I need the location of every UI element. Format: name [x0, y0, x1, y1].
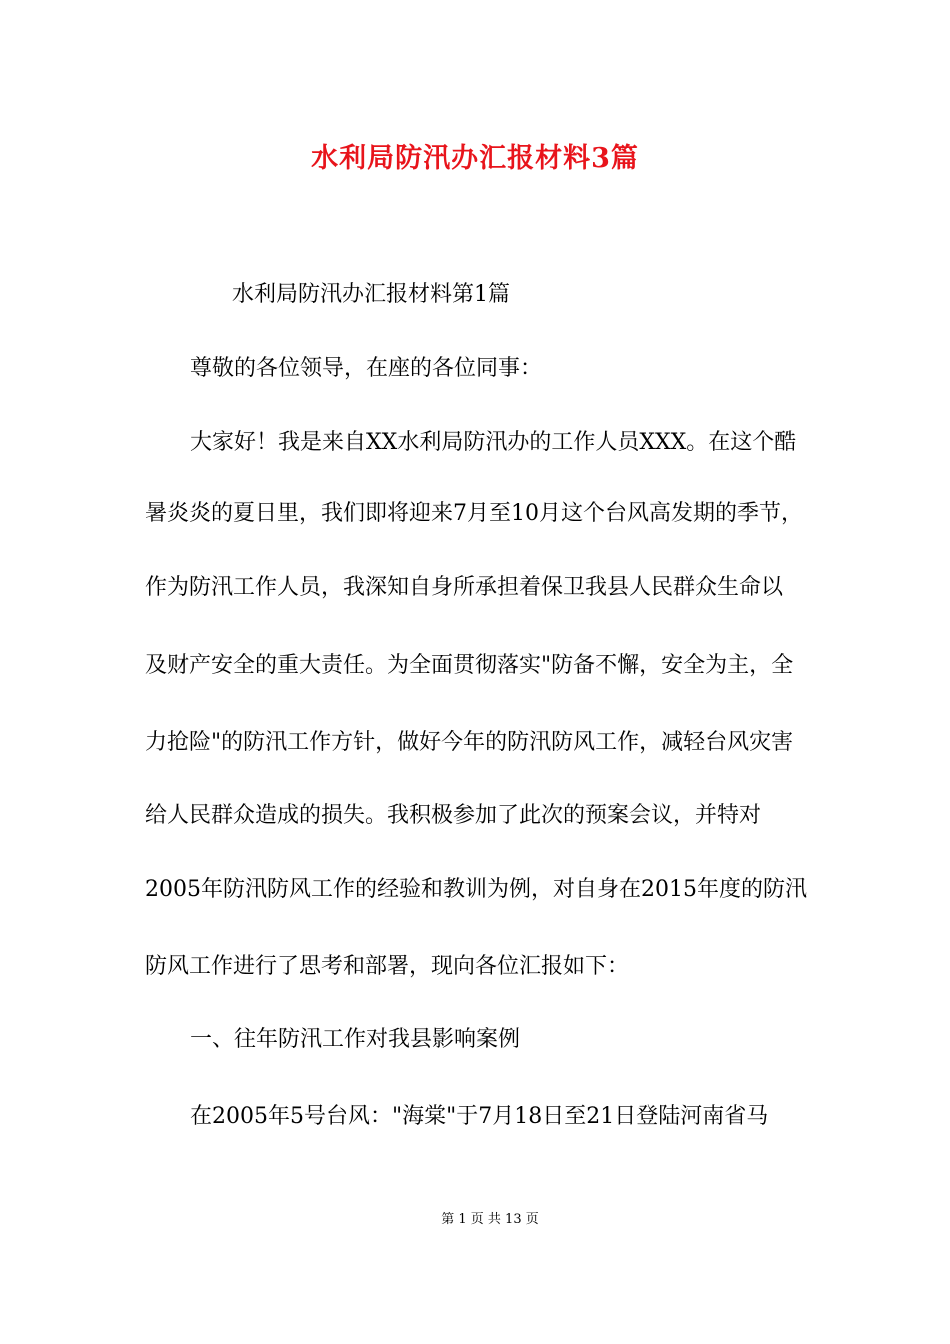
document-title: 水利局防汛办汇报材料3篇: [311, 143, 639, 174]
body-line-6: 给人民群众造成的损失。我积极参加了此次的预案会议，并特对: [145, 803, 762, 828]
body-line-5: 力抢险"的防汛工作方针，做好今年的防汛防风工作，减轻台风灾害: [145, 730, 794, 755]
body-line-4: 及财产安全的重大责任。为全面贯彻落实"防备不懈，安全为主，全: [145, 653, 794, 678]
page-footer: 第 1 页 共 13 页: [441, 1212, 539, 1227]
section-heading: 水利局防汛办汇报材料第1篇: [232, 282, 510, 307]
body-line-2: 暑炎炎的夏日里，我们即将迎来7月至10月这个台风高发期的季节，: [145, 501, 803, 526]
body-line-last: 在2005年5号台风："海棠"于7月18日至21日登陆河南省马: [190, 1104, 769, 1129]
body-line-7: 2005年防汛防风工作的经验和教训为例，对自身在2015年度的防汛: [145, 877, 807, 902]
body-line-1: 大家好！我是来自XX水利局防汛办的工作人员XXX。在这个酷: [190, 430, 797, 455]
subheading: 一、往年防汛工作对我县影响案例: [190, 1027, 521, 1052]
body-line-3: 作为防汛工作人员，我深知自身所承担着保卫我县人民群众生命以: [145, 575, 784, 600]
salutation: 尊敬的各位领导，在座的各位同事：: [190, 356, 543, 381]
body-line-8: 防风工作进行了思考和部署，现向各位汇报如下：: [145, 954, 630, 979]
